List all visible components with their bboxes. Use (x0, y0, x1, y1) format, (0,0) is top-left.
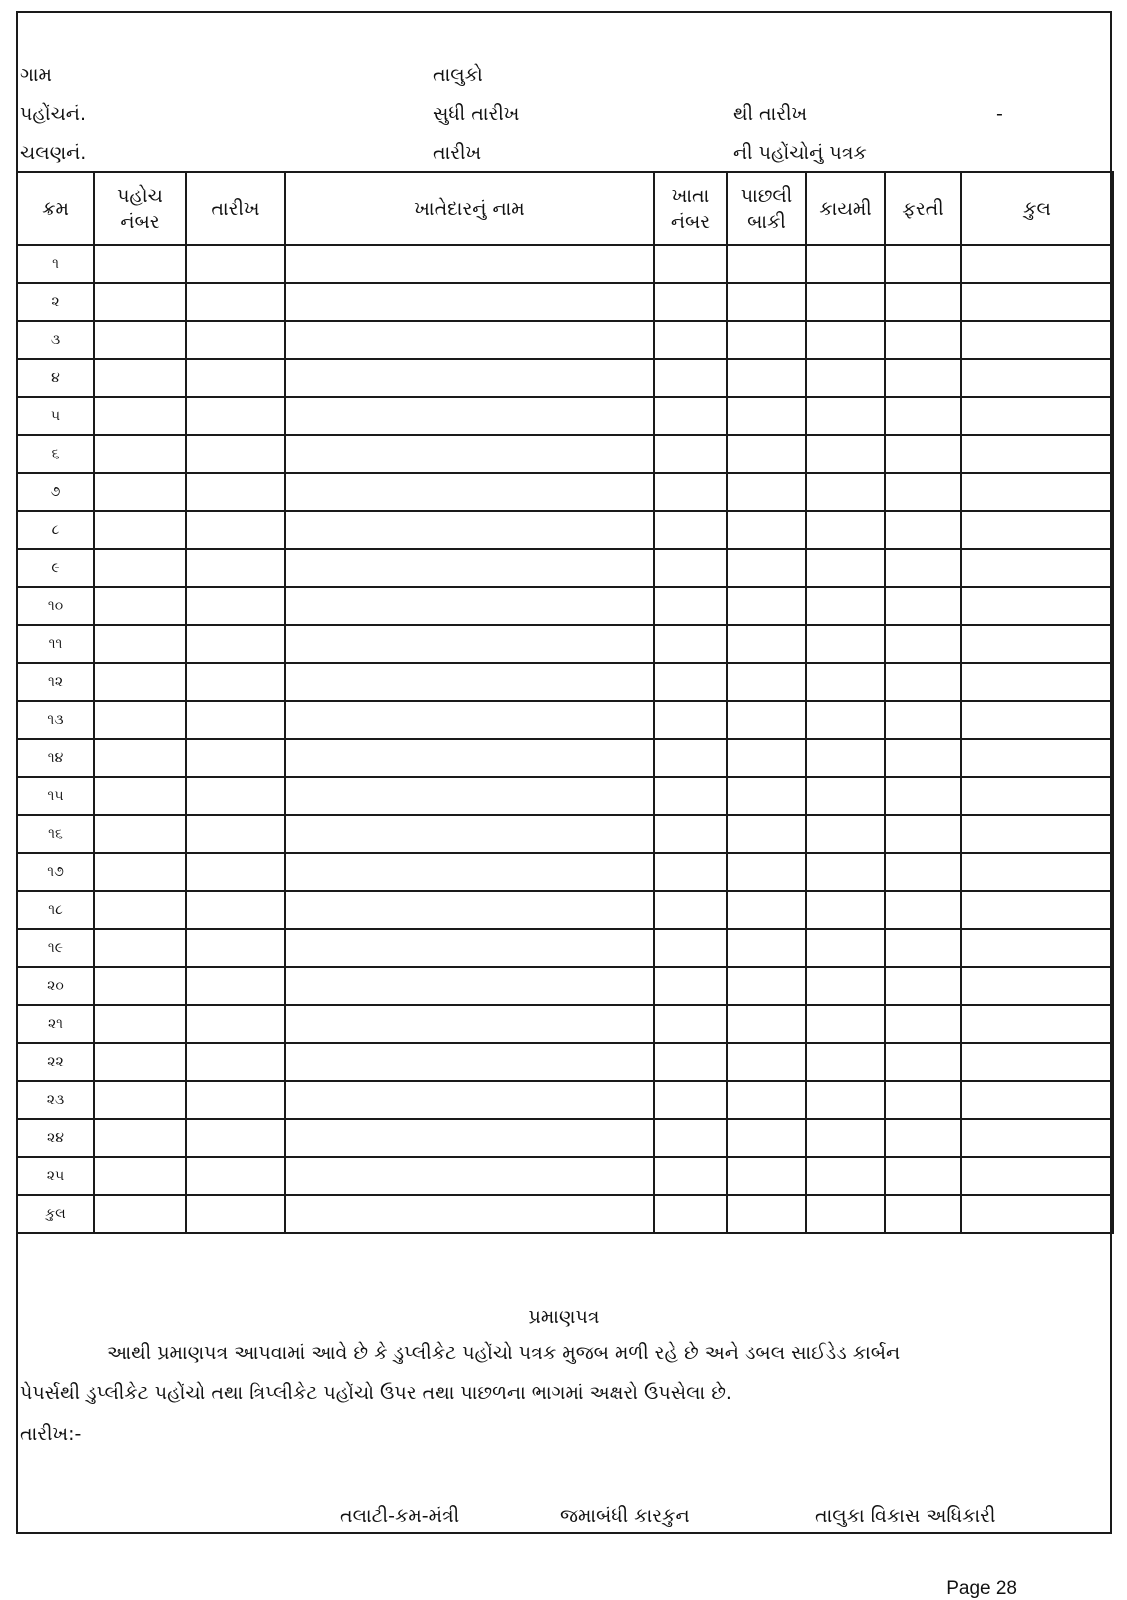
date-range-dash: - (996, 103, 1003, 125)
empty-cell (961, 891, 1113, 929)
empty-cell (885, 815, 961, 853)
empty-cell (727, 1005, 806, 1043)
empty-cell (885, 397, 961, 435)
table-row (17, 321, 1113, 359)
empty-cell (961, 245, 1113, 283)
empty-cell (285, 587, 654, 625)
empty-cell (285, 511, 654, 549)
empty-cell (186, 1081, 285, 1119)
empty-cell (186, 397, 285, 435)
empty-cell (186, 929, 285, 967)
empty-cell (94, 1195, 186, 1233)
empty-cell (285, 1081, 654, 1119)
empty-cell (727, 359, 806, 397)
empty-cell (186, 853, 285, 891)
empty-cell (285, 967, 654, 1005)
row-serial-cell: ૧૨ (17, 663, 94, 701)
empty-cell (885, 891, 961, 929)
empty-cell (806, 1119, 885, 1157)
table-row (17, 777, 1113, 815)
table-row (17, 359, 1113, 397)
empty-cell (285, 853, 654, 891)
row-serial-cell: ૧૮ (17, 891, 94, 929)
empty-cell (186, 1043, 285, 1081)
empty-cell (806, 549, 885, 587)
empty-cell (727, 435, 806, 473)
row-serial-cell: ૧૭ (17, 853, 94, 891)
row-serial-cell: ૭ (17, 473, 94, 511)
signature-talati: તલાટી-કમ-મંત્રી (340, 1505, 460, 1527)
empty-cell (94, 473, 186, 511)
table-row (17, 1157, 1113, 1195)
empty-cell (961, 435, 1113, 473)
empty-cell (94, 891, 186, 929)
empty-cell (186, 891, 285, 929)
empty-cell (654, 1119, 727, 1157)
empty-cell (885, 1081, 961, 1119)
empty-cell (885, 1005, 961, 1043)
table-header-row (17, 172, 1113, 245)
column-header-previous-balance: પાછલી બાકી (727, 172, 806, 245)
table-row (17, 663, 1113, 701)
empty-cell (885, 549, 961, 587)
table-row (17, 1043, 1113, 1081)
empty-cell (806, 1043, 885, 1081)
row-serial-cell: ૧૦ (17, 587, 94, 625)
empty-cell (885, 1119, 961, 1157)
empty-cell (186, 701, 285, 739)
empty-cell (654, 435, 727, 473)
empty-cell (961, 663, 1113, 701)
empty-cell (285, 739, 654, 777)
empty-cell (186, 1005, 285, 1043)
empty-cell (285, 245, 654, 283)
empty-cell (654, 359, 727, 397)
column-header-account-number: ખાતા નંબર (654, 172, 727, 245)
empty-cell (94, 815, 186, 853)
empty-cell (94, 245, 186, 283)
empty-cell (727, 701, 806, 739)
from-date-label: થી તારીખ (733, 103, 808, 125)
row-serial-cell: ૨૩ (17, 1081, 94, 1119)
row-serial-cell: ૬ (17, 435, 94, 473)
empty-cell (94, 359, 186, 397)
empty-cell (961, 1119, 1113, 1157)
empty-cell (94, 1157, 186, 1195)
empty-cell (961, 853, 1113, 891)
empty-cell (186, 1119, 285, 1157)
empty-cell (94, 967, 186, 1005)
certificate-title: પ્રમાણપત્ર (528, 1306, 600, 1328)
column-header-total: કુલ (961, 172, 1113, 245)
empty-cell (885, 359, 961, 397)
table-row (17, 549, 1113, 587)
empty-cell (727, 511, 806, 549)
empty-cell (654, 321, 727, 359)
empty-cell (654, 891, 727, 929)
empty-cell (727, 853, 806, 891)
empty-cell (727, 473, 806, 511)
empty-cell (94, 435, 186, 473)
empty-cell (806, 625, 885, 663)
empty-cell (94, 549, 186, 587)
village-label: ગામ (20, 64, 52, 86)
empty-cell (186, 663, 285, 701)
empty-cell (885, 777, 961, 815)
empty-cell (186, 625, 285, 663)
column-header-date: તારીખ (186, 172, 285, 245)
row-serial-cell: ૨૦ (17, 967, 94, 1005)
empty-cell (94, 1043, 186, 1081)
empty-cell (285, 321, 654, 359)
empty-cell (654, 587, 727, 625)
row-serial-cell: ૧૬ (17, 815, 94, 853)
empty-cell (186, 587, 285, 625)
row-serial-cell: ૩ (17, 321, 94, 359)
empty-cell (885, 1195, 961, 1233)
signature-clerk: જમાબંધી કારકુન (560, 1505, 690, 1527)
empty-cell (806, 967, 885, 1005)
empty-cell (885, 245, 961, 283)
empty-cell (727, 625, 806, 663)
empty-cell (806, 321, 885, 359)
empty-cell (186, 359, 285, 397)
table-row (17, 1081, 1113, 1119)
row-serial-cell: ૨૧ (17, 1005, 94, 1043)
empty-cell (885, 435, 961, 473)
row-serial-cell: ૧૪ (17, 739, 94, 777)
empty-cell (654, 549, 727, 587)
column-header-permanent: કાયમી (806, 172, 885, 245)
row-serial-cell: ૨૫ (17, 1157, 94, 1195)
empty-cell (727, 587, 806, 625)
empty-cell (961, 701, 1113, 739)
row-serial-cell: ૨૨ (17, 1043, 94, 1081)
empty-cell (94, 321, 186, 359)
empty-cell (285, 1043, 654, 1081)
empty-cell (285, 283, 654, 321)
empty-cell (285, 777, 654, 815)
table-row (17, 283, 1113, 321)
empty-cell (727, 891, 806, 929)
empty-cell (654, 1081, 727, 1119)
empty-cell (94, 397, 186, 435)
empty-cell (94, 511, 186, 549)
column-header-receipt-number: પહોચ નંબર (94, 172, 186, 245)
empty-cell (727, 397, 806, 435)
empty-cell (961, 587, 1113, 625)
table-row (17, 511, 1113, 549)
empty-cell (186, 815, 285, 853)
empty-cell (961, 1005, 1113, 1043)
empty-cell (654, 701, 727, 739)
empty-cell (806, 1005, 885, 1043)
empty-cell (285, 435, 654, 473)
empty-cell (654, 663, 727, 701)
empty-cell (94, 739, 186, 777)
empty-cell (654, 473, 727, 511)
row-serial-cell: ૨ (17, 283, 94, 321)
empty-cell (654, 1157, 727, 1195)
empty-cell (94, 1119, 186, 1157)
empty-cell (961, 473, 1113, 511)
empty-cell (885, 701, 961, 739)
column-header-variable: ફરતી (885, 172, 961, 245)
empty-cell (885, 929, 961, 967)
empty-cell (727, 1119, 806, 1157)
receipt-number-label: પહોંચનં. (20, 103, 86, 125)
empty-cell (961, 739, 1113, 777)
empty-cell (885, 473, 961, 511)
empty-cell (94, 929, 186, 967)
empty-cell (727, 283, 806, 321)
empty-cell (654, 511, 727, 549)
empty-cell (885, 587, 961, 625)
empty-cell (806, 511, 885, 549)
signature-officer: તાલુકા વિકાસ અધિકારી (815, 1505, 996, 1527)
row-serial-cell: ૯ (17, 549, 94, 587)
empty-cell (885, 1043, 961, 1081)
challan-date-label: તારીખ (433, 142, 482, 164)
table-row (17, 587, 1113, 625)
table-row (17, 701, 1113, 739)
empty-cell (806, 1157, 885, 1195)
empty-cell (186, 777, 285, 815)
empty-cell (806, 853, 885, 891)
empty-cell (806, 587, 885, 625)
empty-cell (961, 283, 1113, 321)
row-serial-cell: ૧ (17, 245, 94, 283)
empty-cell (885, 853, 961, 891)
empty-cell (806, 397, 885, 435)
table-row (17, 1119, 1113, 1157)
empty-cell (806, 663, 885, 701)
empty-cell (727, 1157, 806, 1195)
empty-cell (94, 853, 186, 891)
empty-cell (885, 625, 961, 663)
empty-cell (806, 473, 885, 511)
table-row (17, 891, 1113, 929)
empty-cell (806, 435, 885, 473)
empty-cell (727, 777, 806, 815)
taluka-label: તાલુકો (433, 64, 483, 86)
empty-cell (727, 549, 806, 587)
empty-cell (285, 929, 654, 967)
empty-cell (654, 625, 727, 663)
empty-cell (94, 587, 186, 625)
empty-cell (727, 1043, 806, 1081)
column-header-serial: ક્રમ (17, 172, 94, 245)
row-serial-cell: ૫ (17, 397, 94, 435)
empty-cell (806, 1081, 885, 1119)
empty-cell (285, 359, 654, 397)
empty-cell (654, 245, 727, 283)
empty-cell (806, 891, 885, 929)
empty-cell (285, 1005, 654, 1043)
table-row (17, 929, 1113, 967)
empty-cell (94, 777, 186, 815)
empty-cell (961, 359, 1113, 397)
empty-cell (285, 663, 654, 701)
empty-cell (186, 283, 285, 321)
table-row (17, 1005, 1113, 1043)
empty-cell (654, 739, 727, 777)
empty-cell (285, 397, 654, 435)
empty-cell (806, 777, 885, 815)
table-row (17, 853, 1113, 891)
certificate-line-2: પેપર્સથી ડુપ્લીકેટ પહોંચો તથા ત્રિપ્લીકેટ પહોંચો ઉપર તથા પાછળના ભાગમાં અક્ષરો ઉપસેલા છે. (20, 1382, 732, 1404)
challan-number-label: ચલણનં. (20, 142, 87, 164)
empty-cell (94, 701, 186, 739)
empty-cell (961, 397, 1113, 435)
empty-cell (285, 1119, 654, 1157)
empty-cell (885, 283, 961, 321)
empty-cell (961, 967, 1113, 1005)
empty-cell (186, 1195, 285, 1233)
empty-cell (961, 1157, 1113, 1195)
table-row (17, 739, 1113, 777)
table-row (17, 625, 1113, 663)
empty-cell (806, 815, 885, 853)
empty-cell (806, 359, 885, 397)
empty-cell (186, 1157, 285, 1195)
row-serial-cell: કુલ (17, 1195, 94, 1233)
empty-cell (285, 1195, 654, 1233)
empty-cell (186, 511, 285, 549)
empty-cell (961, 1195, 1113, 1233)
report-title: ની પહોંચોનું પત્રક (733, 142, 867, 164)
empty-cell (806, 245, 885, 283)
row-serial-cell: ૧૯ (17, 929, 94, 967)
empty-cell (961, 1043, 1113, 1081)
empty-cell (806, 701, 885, 739)
row-serial-cell: ૧૩ (17, 701, 94, 739)
empty-cell (654, 967, 727, 1005)
empty-cell (961, 625, 1113, 663)
table-row (17, 815, 1113, 853)
empty-cell (94, 663, 186, 701)
empty-cell (961, 511, 1113, 549)
empty-cell (885, 511, 961, 549)
empty-cell (94, 283, 186, 321)
to-date-label: સુધી તારીખ (433, 103, 520, 125)
empty-cell (727, 967, 806, 1005)
empty-cell (885, 321, 961, 359)
empty-cell (94, 625, 186, 663)
empty-cell (285, 815, 654, 853)
empty-cell (961, 815, 1113, 853)
empty-cell (806, 739, 885, 777)
column-header-holder-name: ખાતેદારનું નામ (285, 172, 654, 245)
empty-cell (885, 967, 961, 1005)
empty-cell (727, 663, 806, 701)
empty-cell (186, 321, 285, 359)
empty-cell (885, 663, 961, 701)
certificate-line-1: આથી પ્રમાણપત્ર આપવામાં આવે છે કે ડુપ્લીકેટ પહોંચો પત્રક મુજબ મળી રહે છે અને ડબલ સાઈડેડ કાર્બન (107, 1342, 901, 1364)
empty-cell (961, 777, 1113, 815)
empty-cell (285, 1157, 654, 1195)
empty-cell (285, 701, 654, 739)
empty-cell (727, 739, 806, 777)
table-row (17, 435, 1113, 473)
empty-cell (961, 1081, 1113, 1119)
empty-cell (654, 815, 727, 853)
certificate-date-label: તારીખ:- (20, 1423, 82, 1445)
table-row (17, 397, 1113, 435)
empty-cell (727, 321, 806, 359)
table-row (17, 473, 1113, 511)
empty-cell (961, 929, 1113, 967)
empty-cell (727, 1195, 806, 1233)
row-serial-cell: ૧૫ (17, 777, 94, 815)
empty-cell (885, 1157, 961, 1195)
empty-cell (285, 625, 654, 663)
empty-cell (654, 929, 727, 967)
empty-cell (654, 1195, 727, 1233)
empty-cell (806, 929, 885, 967)
table-row (17, 245, 1113, 283)
empty-cell (727, 815, 806, 853)
empty-cell (961, 549, 1113, 587)
empty-cell (285, 473, 654, 511)
empty-cell (94, 1081, 186, 1119)
empty-cell (285, 549, 654, 587)
empty-cell (654, 853, 727, 891)
receipts-table (16, 171, 1114, 1234)
empty-cell (727, 1081, 806, 1119)
table-row (17, 1195, 1113, 1233)
empty-cell (806, 283, 885, 321)
row-serial-cell: ૨૪ (17, 1119, 94, 1157)
empty-cell (186, 245, 285, 283)
empty-cell (654, 397, 727, 435)
empty-cell (727, 245, 806, 283)
empty-cell (94, 1005, 186, 1043)
row-serial-cell: ૮ (17, 511, 94, 549)
empty-cell (285, 891, 654, 929)
table-row (17, 967, 1113, 1005)
empty-cell (186, 967, 285, 1005)
empty-cell (654, 1043, 727, 1081)
empty-cell (961, 321, 1113, 359)
row-serial-cell: ૧૧ (17, 625, 94, 663)
empty-cell (727, 929, 806, 967)
empty-cell (654, 1005, 727, 1043)
empty-cell (186, 473, 285, 511)
empty-cell (806, 1195, 885, 1233)
empty-cell (654, 777, 727, 815)
empty-cell (186, 435, 285, 473)
empty-cell (186, 549, 285, 587)
empty-cell (885, 739, 961, 777)
empty-cell (186, 739, 285, 777)
row-serial-cell: ૪ (17, 359, 94, 397)
page-number: Page 28 (946, 1578, 1017, 1599)
empty-cell (654, 283, 727, 321)
